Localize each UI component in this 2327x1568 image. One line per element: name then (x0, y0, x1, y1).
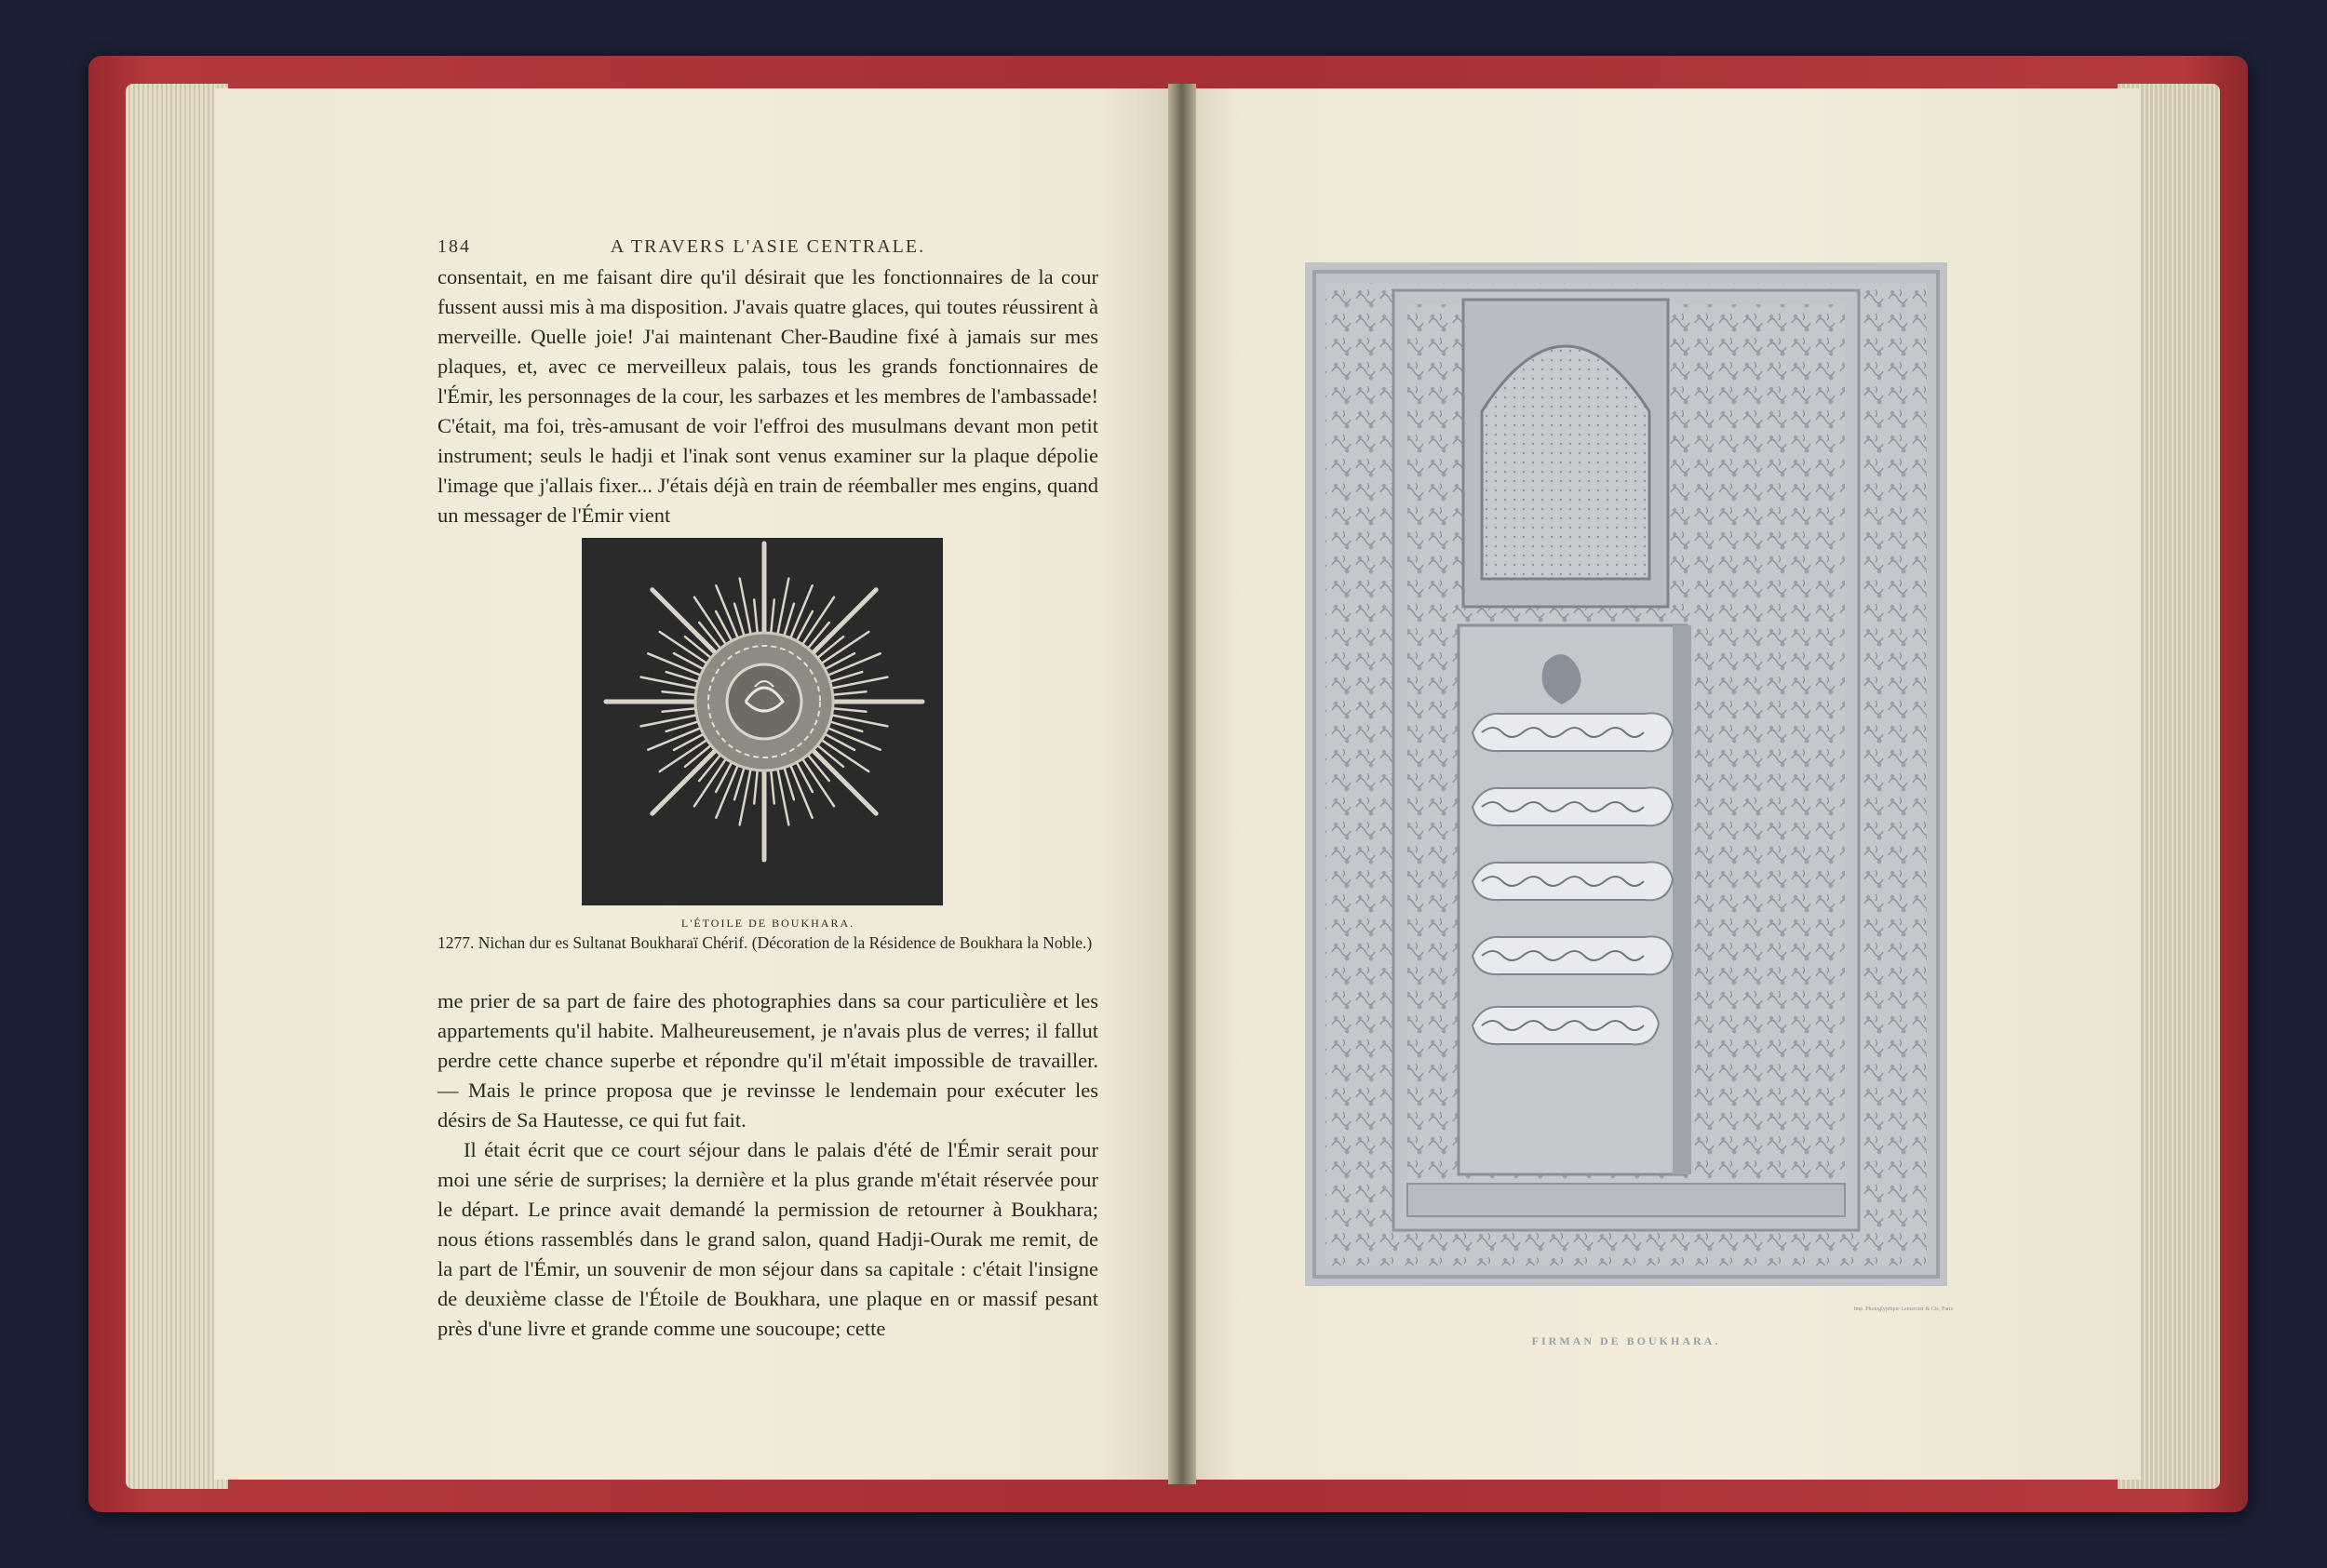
figure-title: L'ÉTOILE DE BOUKHARA. (680, 917, 855, 930)
paragraph: Il était écrit que ce court séjour dans le palais d'été de l'Émir serait pour moi une série de surprises; la dernière et la plus grande m'était réservée pour le départ. Le prince avait demandé la permission de retourner à Boukhara; nous étions rassemblés dans le grand salon, quand Hadji-Ourak me remit, de la part de l'Émir, un souvenir de mon séjour dans sa capitale : c'était l'insigne de deuxième classe de l'Étoile de Boukhara, une plaque en or massif pesant près d'une livre et grande comme une soucoupe; cette (437, 1138, 1098, 1340)
running-head (437, 236, 1098, 264)
figure-caption: 1277. Nichan dur es Sultanat Boukharaï Chérif. (Décoration de la Résidence de Boukhara la Noble.) (437, 933, 1093, 952)
left-page-edges (126, 84, 228, 1489)
body-text-bottom (437, 986, 1098, 1344)
paragraph: consentait, en me faisant dire qu'il désirait que les fonctionnaires de la cour fussent aussi mis à ma disposition. J'avais quatre glaces, qui toutes réussirent à merveille. Quelle joie! J'ai maintenant Cher-Baudine fixé à jamais sur mes plaques, et, avec ce merveilleux palais, tous les grands fonctionnaires de l'Émir, les personnages de la cour, les sarbazes et les membres de l'ambassade! C'était, ma foi, très-amusant de voir l'effroi des musulmans devant mon petit instrument; seuls le hadji et l'inak sont venus examiner sur la plaque dépolie l'image que j'allais fixer... J'étais déjà en train de réemballer mes engins, quand un messager de l'Émir vient (437, 265, 1098, 527)
running-title: A TRAVERS L'ASIE CENTRALE. (610, 236, 926, 257)
body-text-top (437, 262, 1098, 530)
star-icon (582, 538, 943, 905)
star-of-bukhara-engraving (582, 538, 943, 905)
firman-illumination-icon (1305, 262, 1947, 1286)
plate-credit: Imp. Photoglyptique Lemercier & Cie, Paris (1853, 1307, 1953, 1312)
book-gutter (1168, 84, 1196, 1484)
page-number: 184 (437, 236, 471, 257)
firman-plate (1305, 262, 1947, 1286)
plate-title: FIRMAN DE BOUKHARA. (1531, 1334, 1721, 1347)
paragraph: me prier de sa part de faire des photographies dans sa cour particulière et les appartements qu'il habite. Malheureusement, je n'avais plus de verres; il fallut perdre cette chance superbe et répondre qu'il m'était impossible de travailler. — Mais le prince proposa que je revinsse le lendemain pour exécuter les désirs de Sa Hautesse, ce qui fut fait. (437, 989, 1098, 1132)
